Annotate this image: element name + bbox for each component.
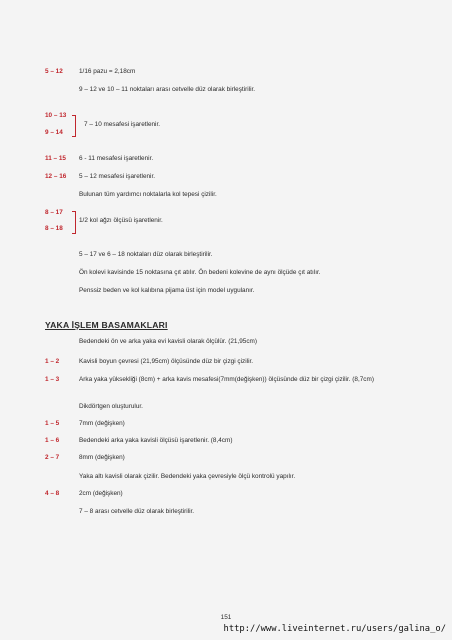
step-row [0,452,452,464]
point-code: 11 – 15 [45,155,66,162]
step-code: 4 – 8 [45,490,60,497]
watermark-url[interactable]: http://www.liveinternet.ru/users/galina_o/ [223,624,446,634]
line [0,171,452,183]
step-text: Arka yaka yüksekliği (8cm) + arka kavis mesafesi(7mm(değişken)) ölçüsünde düz bir çizgi çizilir. (8,7cm) [79,376,374,383]
step-code: 2 – 7 [45,454,60,461]
line-text: 1/16 pazu = 2,18cm [79,68,136,75]
line-text: 6 - 11 mesafesi işaretlenir. [79,155,154,162]
step-row [0,435,452,447]
group-text: 1/2 kol ağzı ölçüsü işaretlenir. [79,217,163,224]
group-code-top: 8 – 17 [45,209,63,216]
step-row [0,488,452,500]
step-text: Bedendeki ön ve arka yaka evi kavisli olarak ölçülür. (21,95cm) [79,338,257,345]
line [0,189,452,201]
step-row [0,418,452,430]
step-code: 1 – 3 [45,376,60,383]
step-row [0,401,452,413]
group-code-top: 10 – 13 [45,112,67,119]
step-text: Kavisli boyun çevresi (21,95cm) ölçüsünde düz bir çizgi çizilir. [79,358,254,365]
line [0,267,452,279]
step-text: Bedendeki arka yaka kavisli ölçüsü işaretlenir. (8,4cm) [79,437,233,444]
group-text: 7 – 10 mesafesi işaretlenir. [84,121,161,128]
step-text: 7mm (değişken) [79,420,125,427]
step-code: 1 – 5 [45,420,60,427]
step-code: 1 – 6 [45,437,60,444]
step-text: Dikdörtgen oluşturulur. [79,403,143,410]
step-text: 8mm (değişken) [79,454,125,461]
step-row [0,336,452,348]
step-code: 1 – 2 [45,358,60,365]
line-text: 9 – 12 ve 10 – 11 noktaları arası cetvelle düz olarak birleştirilir. [79,86,256,93]
point-code: 5 – 12 [45,68,63,75]
line [0,153,452,165]
line-text: Bulunan tüm yardımcı noktalarla kol tepesi çizilir. [79,191,217,198]
step-row [0,374,452,394]
line-text: Penssiz beden ve kol kalıbına pijama üst için model uygulanır. [79,287,255,294]
step-text: 7 – 8 arası cetvelle düz olarak birleştirilir. [79,508,195,515]
line-text: 5 – 17 ve 6 – 18 noktaları düz olarak birleştirilir. [79,251,213,258]
page-number: 151 [220,614,232,621]
step-row [0,506,452,518]
line [0,66,452,78]
step-row [0,356,452,368]
section-title: YAKA İŞLEM BASAMAKLARI [45,320,168,330]
step-text: Yaka altı kavisli olarak çizilir. Bedendeki yaka çevresiyle ölçü kontrolü yapılır. [79,473,296,480]
line [0,249,452,261]
group-code-bottom: 8 – 18 [45,225,63,232]
step-text: 2cm (değişken) [79,490,123,497]
line-text: Ön kolevi kavisinde 15 noktasına çıt atılır. Ön bedeni kolevine de aynı ölçüde çıt atılır. [79,269,321,276]
line [0,84,452,96]
step-row [0,471,452,483]
line [0,285,452,297]
group-code-bottom: 9 – 14 [45,129,63,136]
line-text: 5 – 12 mesafesi işaretlenir. [79,173,156,180]
point-code: 12 – 16 [45,173,67,180]
